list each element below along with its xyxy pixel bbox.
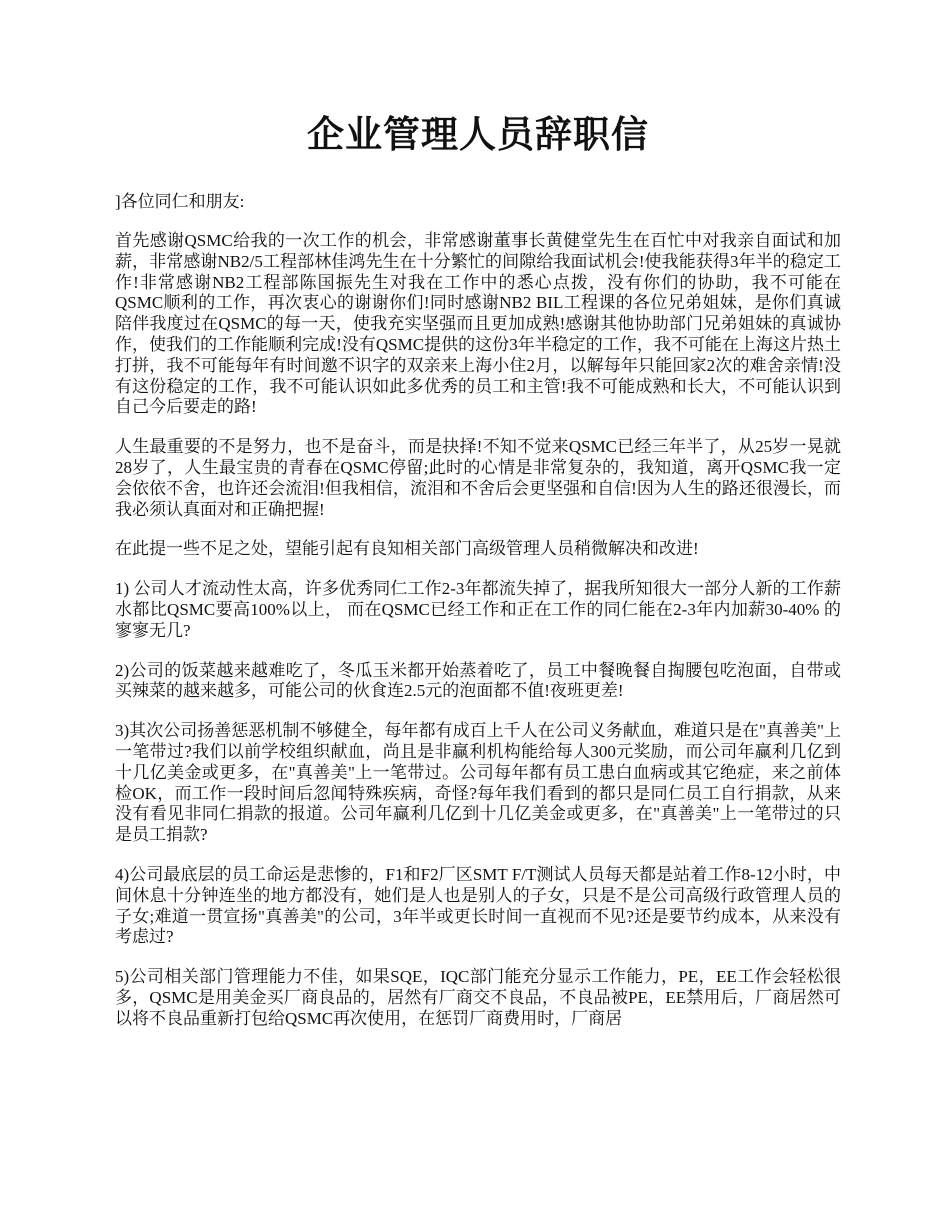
- paragraph-life-choice: 人生最重要的不是努力，也不是奋斗，而是抉择!不知不觉来QSMC已经三年半了，从25岁一晃就28岁了，人生最宝贵的青春在QSMC停留;此时的心情是非常复杂的，我知道，离开QSMC我一定会依依不舍，也许还会流泪!但我相信，流泪和不舍后会更坚强和自信!因为人生的路还很漫长，而我必须认真面对和正确把握!: [115, 437, 841, 519]
- greeting-line: ]各位同仁和朋友:: [115, 192, 245, 211]
- document-title: 企业管理人员辞职信: [307, 115, 649, 156]
- resignation-letter-page: [115, 0, 841, 1030]
- paragraph-suggestions-intro: 在此提一些不足之处，望能引起有良知相关部门高级管理人员稍微解决和改进!: [115, 539, 699, 559]
- paragraph-point-1: 1) 公司人才流动性太高，许多优秀同仁工作2-3年都流失掉了，据我所知很大一部分人新的工作薪水都比QSMC要高100%以上， 而在QSMC已经工作和正在工作的同仁能在2-3年内加薪30-40% 的寥寥无几?: [115, 579, 841, 640]
- paragraph-point-3: 3)其次公司扬善惩恶机制不够健全，每年都有成百上千人在公司义务献血，难道只是在"真善美"上一笔带过?我们以前学校组织献血，尚且是非赢利机构能给每人300元奖励，而公司年赢利几亿到十几亿美金或更多，在"真善美"上一笔带过。公司每年都有员工患白血病或其它绝症，来之前体检OK，而工作一段时间后忽闻特殊疾病，奇怪?每年我们看到的都只是同仁员工自行捐款，从来没有看见非同仁捐款的报道。公司年赢利几亿到十几亿美金或更多，在"真善美"上一笔带过的只是员工捐款?: [115, 721, 841, 845]
- paragraph-point-4: 4)公司最底层的员工命运是悲惨的，F1和F2厂区SMT F/T测试人员每天都是站着工作8-12小时，中间休息十分钟连坐的地方都没有，她们是人也是别人的子女，只是不是公司高级行政管理人员的子女;难道一贯宣扬"真善美"的公司，3年半或更长时间一直视而不见?还是要节约成本，从来没有考虑过?: [115, 864, 841, 947]
- paragraph-point-2: 2)公司的饭菜越来越难吃了，冬瓜玉米都开始蒸着吃了，员工中餐晚餐自掏腰包吃泡面，自带或买辣菜的越来越多，可能公司的伙食连2.5元的泡面都不值!夜班更差!: [115, 660, 841, 701]
- paragraph-point-5: 5)公司相关部门管理能力不佳，如果SQE，IQC部门能充分显示工作能力，PE，EE工作会轻松很多，QSMC是用美金买厂商良品的，居然有厂商交不良品，不良品被PE，EE禁用后，厂商居然可以将不良品重新打包给QSMC再次使用，在惩罚厂商费用时，厂商居: [115, 967, 841, 1028]
- paragraph-thanks: 首先感谢QSMC给我的一次工作的机会，非常感谢董事长黄健堂先生在百忙中对我亲自面试和加薪，非常感谢NB2/5工程部林佳鸿先生在十分繁忙的间隙给我面试机会!使我能获得3年半的稳定工作!非常感谢NB2工程部陈国振先生对我在工作中的悉心点拨，没有你们的协助，我不可能在QSMC顺利的工作，再次衷心的谢谢你们!同时感谢NB2 BIL工程课的各位兄弟姐妹，是你们真诚陪伴我度过在QSMC的每一天，使我充实坚强而且更加成熟!感谢其他协助部门兄弟姐妹的真诚协作，使我们的工作能顺利完成!没有QSMC提供的这份3年半稳定的工作，我不可能在上海这片热土打拼，我不可能每年有时间邀不识字的双亲来上海小住2月，以解每年只能回家2次的难舍亲情!没有这份稳定的工作，我不可能认识如此多优秀的员工和主管!我不可能成熟和长大，不可能认识到自己今后要走的路!: [115, 231, 841, 417]
